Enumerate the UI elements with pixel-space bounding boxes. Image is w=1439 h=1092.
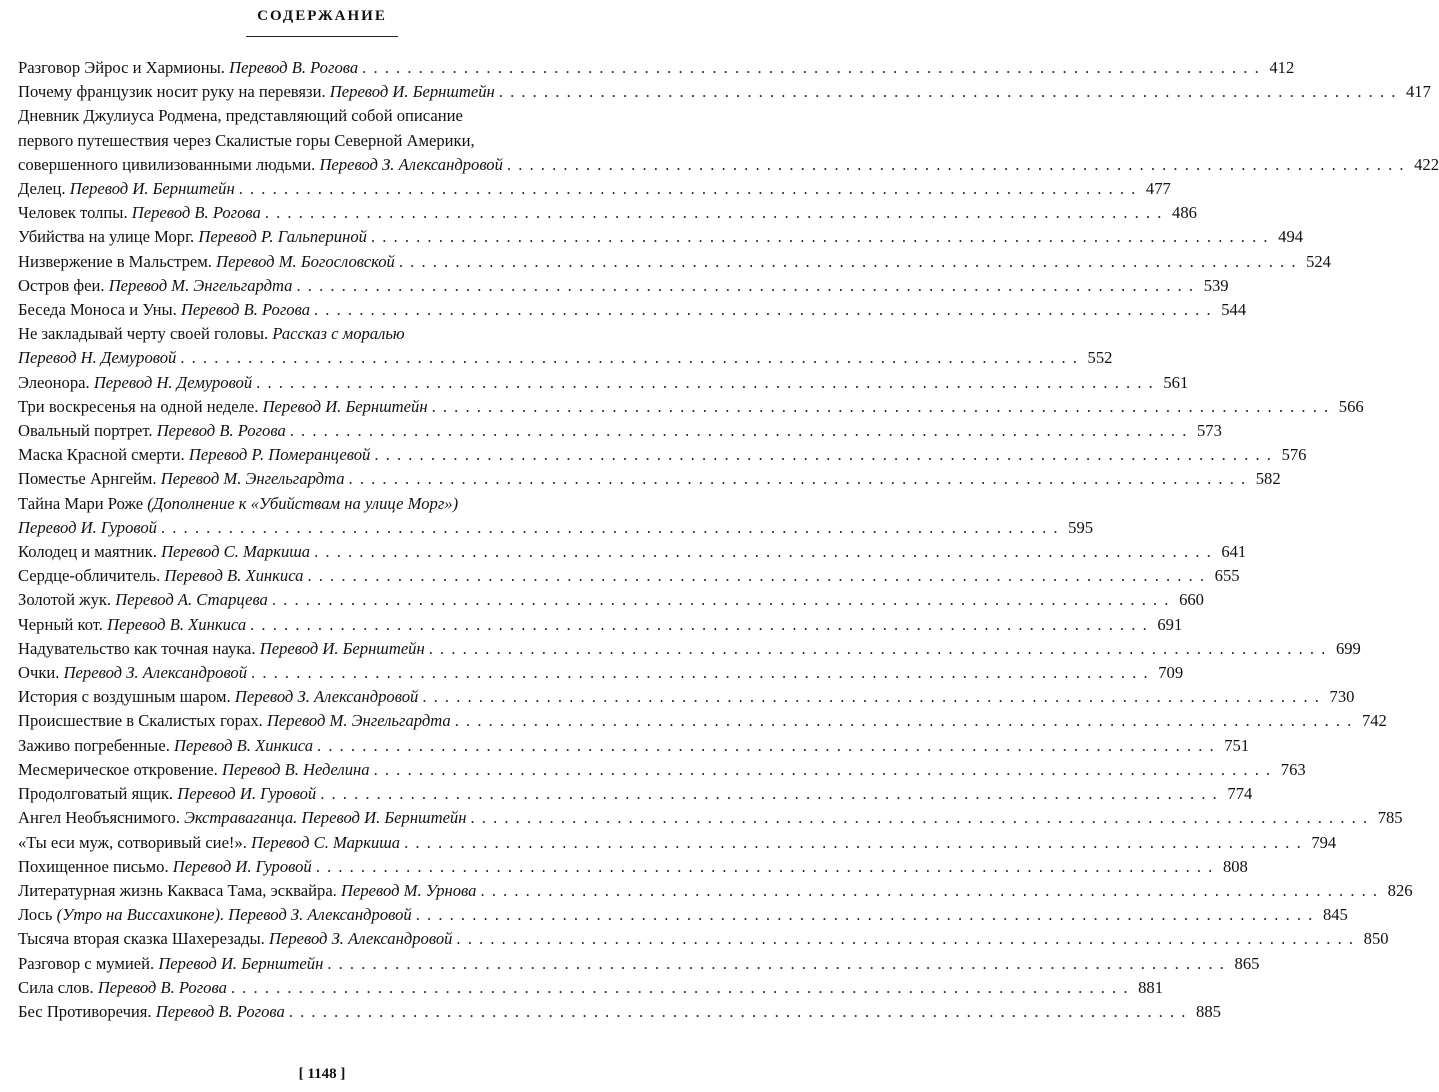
dot-leader <box>370 758 1276 782</box>
page-title: СОДЕРЖАНИЕ <box>257 8 387 24</box>
toc-entry-page-number: 845 <box>1322 905 1348 925</box>
toc-entry-translator: Перевод А. Старцева <box>115 590 268 610</box>
toc-entry <box>18 709 1387 733</box>
toc-entry <box>18 56 1295 80</box>
toc-entry-page-number: 774 <box>1227 784 1253 804</box>
toc-entry-page-number: 561 <box>1163 372 1189 392</box>
dot-leader <box>247 661 1153 685</box>
toc-entry <box>18 782 1253 806</box>
toc-entry-title: Лось <box>18 905 53 925</box>
dot-leader <box>370 443 1276 467</box>
toc-entry-title: Ангел Необъяснимого. <box>18 808 180 828</box>
toc-entry-page-number: 486 <box>1172 203 1197 223</box>
toc-entry-title: Три воскресенья на одной неделе. <box>18 396 259 416</box>
toc-entry-page-number: 641 <box>1221 542 1247 562</box>
toc-entry-translator: Перевод С. Маркиша <box>251 832 401 852</box>
toc-entry-translator: Перевод И. Бернштейн <box>259 638 425 658</box>
toc-entry <box>18 104 1439 177</box>
toc-entry <box>18 564 1240 588</box>
toc-entry <box>18 734 1250 758</box>
toc-entry <box>18 419 1222 443</box>
toc-entry <box>18 492 1094 540</box>
toc-entry <box>18 540 1247 564</box>
toc-entry-title: Разговор Эйрос и Хармионы. <box>18 58 225 77</box>
toc-entry-title-line: Дневник Джулиуса Родмена, представляющий собой описание <box>18 106 463 126</box>
toc-entry-title: Продолговатый ящик. <box>18 784 174 804</box>
toc-entry-translator: Перевод З. Александровой <box>319 154 503 174</box>
toc-entry-translator: Перевод Н. Демуровой <box>93 372 253 392</box>
toc-entry-page-number: 417 <box>1406 82 1431 102</box>
toc-entry-page-number: 660 <box>1179 590 1204 610</box>
toc-entry-translator: Перевод М. Богословской <box>216 251 395 271</box>
toc-entry <box>18 322 1113 370</box>
toc-entry-translator: Перевод И. Бернштейн <box>69 179 235 199</box>
toc-entry-translator: Перевод И. Гуровой <box>177 784 317 804</box>
toc-entry-title: Беседа Моноса и Уны. <box>18 300 177 320</box>
toc-entry-page-number: 794 <box>1311 832 1337 852</box>
dot-leader <box>503 153 1409 177</box>
toc-entry-page-number: 494 <box>1278 227 1304 247</box>
dot-leader <box>261 201 1167 225</box>
dot-leader <box>358 56 1264 80</box>
toc-entry-translator: Перевод И. Гуровой <box>18 517 157 537</box>
dot-leader <box>452 927 1358 951</box>
toc-entry-title: Бес Противоречия. <box>18 1001 152 1021</box>
dot-leader <box>285 1000 1191 1024</box>
dot-leader <box>495 80 1401 104</box>
toc-entry-title-line: первого путешествия через Скалистые горы Северной Америки, <box>18 130 475 150</box>
dot-leader <box>425 637 1331 661</box>
toc-entry-translator: Перевод З. Александровой <box>268 929 453 949</box>
dot-leader <box>286 419 1192 443</box>
toc-entry <box>18 903 1348 927</box>
dot-leader <box>310 298 1216 322</box>
toc-entry-title: Очки. <box>18 663 60 683</box>
toc-entry-title: Разговор с мумией. <box>18 953 155 973</box>
toc-entry-translator: Перевод И. Гуровой <box>172 856 312 876</box>
toc-entry-page-number: 850 <box>1363 929 1389 949</box>
toc-entry-translator: Перевод М. Энгельгардта <box>108 275 293 295</box>
toc-entry <box>18 927 1389 951</box>
toc-entry-title: Почему французик носит руку на перевязи. <box>18 82 326 102</box>
toc-entry-translator: Перевод В. Неделина <box>221 759 370 779</box>
toc-entry <box>18 976 1163 1000</box>
toc-entry-page-number: 566 <box>1338 396 1364 416</box>
toc-entry-page-number: 881 <box>1138 977 1163 997</box>
toc-entry-translator: Перевод З. Александровой <box>63 663 248 683</box>
toc-entry-title: Похищенное письмо. <box>18 856 169 876</box>
toc-entry-translator: Перевод В. Рогова <box>155 1001 285 1021</box>
toc-entry-page-number: 785 <box>1377 808 1403 828</box>
toc-entry-page-number: 699 <box>1335 638 1361 658</box>
toc-entry <box>18 80 1431 104</box>
dot-leader <box>312 855 1218 879</box>
dot-leader <box>400 831 1306 855</box>
toc-entry-title: Заживо погребенные. <box>18 735 170 755</box>
toc-entry-title: Маска Красной смерти. <box>18 445 185 465</box>
dot-leader <box>157 516 1063 540</box>
toc-entry-title: «Ты еси муж, сотворивый сие!». <box>18 832 247 852</box>
dot-leader <box>313 734 1219 758</box>
toc-entry <box>18 952 1260 976</box>
toc-entry-page-number: 595 <box>1068 517 1094 537</box>
toc-entry-title: Надувательство как точная наука. <box>18 638 256 658</box>
toc-entry-translator: Перевод С. Маркиша <box>161 542 311 562</box>
toc-entry-page-number: 751 <box>1224 735 1250 755</box>
toc-entry-title: Человек толпы. <box>18 203 128 223</box>
toc-entry-page-number: 524 <box>1306 251 1331 271</box>
title-rule <box>246 36 398 37</box>
toc-entry-page-number: 576 <box>1281 445 1307 465</box>
dot-leader <box>268 588 1174 612</box>
dot-leader <box>395 250 1301 274</box>
toc-entry-title: Черный кот. <box>18 614 103 634</box>
toc-entry-translator: Перевод И. Бернштейн <box>262 396 428 416</box>
toc-entry <box>18 1000 1221 1024</box>
toc-entry <box>18 467 1281 491</box>
toc-entry-translator: Перевод В. Рогова <box>131 203 261 223</box>
toc-entry <box>18 588 1204 612</box>
toc-entry <box>18 177 1171 201</box>
toc-entry-translator: Перевод В. Рогова <box>229 58 359 77</box>
toc-entry-title: Сердце-обличитель. <box>18 566 161 586</box>
toc-entry-title: Не закладывай черту своей головы. <box>18 324 269 344</box>
toc-entry-page-number: 539 <box>1203 275 1229 295</box>
toc-entry <box>18 298 1247 322</box>
toc-entry <box>18 879 1413 903</box>
page-number: [ 1148 ] <box>298 1066 346 1082</box>
toc-entry-title: Поместье Арнгейм. <box>18 469 157 489</box>
toc-entry-page-number: 655 <box>1214 566 1240 586</box>
toc-entry-translator: Экстраваганца. Перевод И. Бернштейн <box>184 808 467 828</box>
toc-entry <box>18 758 1306 782</box>
toc-entry <box>18 661 1184 685</box>
toc-entry-page-number: 422 <box>1414 154 1439 174</box>
toc-entry-title: Месмерическое откровение. <box>18 759 218 779</box>
toc-entry <box>18 371 1189 395</box>
toc-entry <box>18 250 1331 274</box>
toc-entry-title: Элеонора. <box>18 372 90 392</box>
dot-leader <box>428 395 1334 419</box>
toc-entry-page-number: 552 <box>1087 348 1113 368</box>
dot-leader <box>176 346 1082 370</box>
toc-entry-title: История с воздушным шаром. <box>18 687 231 707</box>
toc-entry <box>18 201 1197 225</box>
dot-leader <box>316 782 1222 806</box>
toc-entry <box>18 685 1355 709</box>
toc-entry-translator: Перевод М. Урнова <box>341 880 477 900</box>
toc-entry-translator: Перевод В. Хинкиса <box>164 566 304 586</box>
dot-leader <box>292 274 1198 298</box>
toc-entry-title-line <box>18 492 626 516</box>
toc-entry-translator: Перевод В. Хинкиса <box>107 614 247 634</box>
dot-leader <box>418 685 1324 709</box>
toc-entry-page-number: 573 <box>1196 421 1222 441</box>
toc-entry-translator: Перевод И. Бернштейн <box>329 82 495 102</box>
toc-entry-title: Остров феи. <box>18 275 105 295</box>
toc-entry-translator: Перевод И. Бернштейн <box>158 953 324 973</box>
toc-entry-subtitle: (Дополнение к «Убийствам на улице Морг») <box>147 493 459 513</box>
table-of-contents <box>18 56 1439 1024</box>
toc-entry-translator: Перевод В. Рогова <box>180 300 310 320</box>
toc-entry <box>18 831 1337 855</box>
dot-leader <box>466 806 1372 830</box>
toc-entry-translator: Перевод З. Александровой <box>234 687 419 707</box>
toc-entry <box>18 613 1183 637</box>
toc-entry-page-number: 730 <box>1329 687 1355 707</box>
toc-entry <box>18 443 1307 467</box>
toc-entry-page-number: 865 <box>1234 953 1260 973</box>
toc-entry-page-number: 691 <box>1157 614 1183 634</box>
toc-entry <box>18 855 1248 879</box>
dot-leader <box>235 177 1141 201</box>
toc-entry-subtitle: Рассказ с моралью <box>272 324 405 344</box>
toc-entry-page-number: 885 <box>1196 1001 1221 1021</box>
toc-entry-page-number: 808 <box>1222 856 1248 876</box>
toc-entry-title: Овальный портрет. <box>18 421 153 441</box>
toc-entry-translator: Перевод Р. Гальпериной <box>198 227 367 247</box>
toc-entry-page-number: 477 <box>1145 179 1171 199</box>
toc-entry-translator: Перевод Р. Померанцевой <box>188 445 371 465</box>
dot-leader <box>323 952 1229 976</box>
toc-entry-title: Колодец и маятник. <box>18 542 157 562</box>
dot-leader <box>367 225 1273 249</box>
toc-entry-translator: Перевод В. Рогова <box>156 421 286 441</box>
toc-entry-title: Низвержение в Мальстрем. <box>18 251 212 271</box>
toc-entry-translator: (Утро на Виссахиконе). Перевод З. Александровой <box>56 905 412 925</box>
toc-entry-translator: Перевод В. Хинкиса <box>174 735 314 755</box>
toc-entry-title: Происшествие в Скалистых горах. <box>18 711 263 731</box>
toc-entry-title-line <box>18 322 626 346</box>
dot-leader <box>246 613 1152 637</box>
toc-entry <box>18 637 1361 661</box>
toc-entry-title: Убийства на улице Морг. <box>18 227 195 247</box>
toc-entry-translator: Перевод Н. Демуровой <box>18 348 177 368</box>
toc-entry-translator: Перевод М. Энгельгардта <box>266 711 451 731</box>
toc-entry-page-number: 582 <box>1255 469 1281 489</box>
dot-leader <box>310 540 1216 564</box>
toc-entry-title: Тысяча вторая сказка Шахерезады. <box>18 929 265 949</box>
dot-leader <box>412 903 1318 927</box>
toc-entry-translator: Перевод В. Рогова <box>97 977 227 997</box>
toc-entry-page-number: 763 <box>1280 759 1306 779</box>
toc-entry <box>18 806 1403 830</box>
toc-entry-translator: Перевод М. Энгельгардта <box>160 469 345 489</box>
toc-entry-title: Сила слов. <box>18 977 94 997</box>
dot-leader <box>252 371 1158 395</box>
toc-entry-title: Тайна Мари Роже <box>18 493 144 513</box>
toc-entry-page-number: 742 <box>1361 711 1387 731</box>
toc-entry <box>18 395 1364 419</box>
toc-entry <box>18 274 1229 298</box>
toc-entry-title: Делец. <box>18 179 66 199</box>
toc-entry-title: Золотой жук. <box>18 590 112 610</box>
toc-entry-page-number: 412 <box>1269 58 1295 77</box>
toc-entry <box>18 225 1304 249</box>
toc-entry-page-number: 709 <box>1158 663 1184 683</box>
dot-leader <box>303 564 1209 588</box>
toc-entry-title: Литературная жизнь Какваса Тама, эсквайра. <box>18 880 337 900</box>
dot-leader <box>227 976 1133 1000</box>
toc-entry-page-number: 544 <box>1221 300 1247 320</box>
toc-entry-page-number: 826 <box>1387 880 1413 900</box>
dot-leader <box>476 879 1382 903</box>
dot-leader <box>345 467 1251 491</box>
dot-leader <box>451 709 1357 733</box>
toc-entry-title: совершенного цивилизованными людьми. <box>18 154 316 174</box>
